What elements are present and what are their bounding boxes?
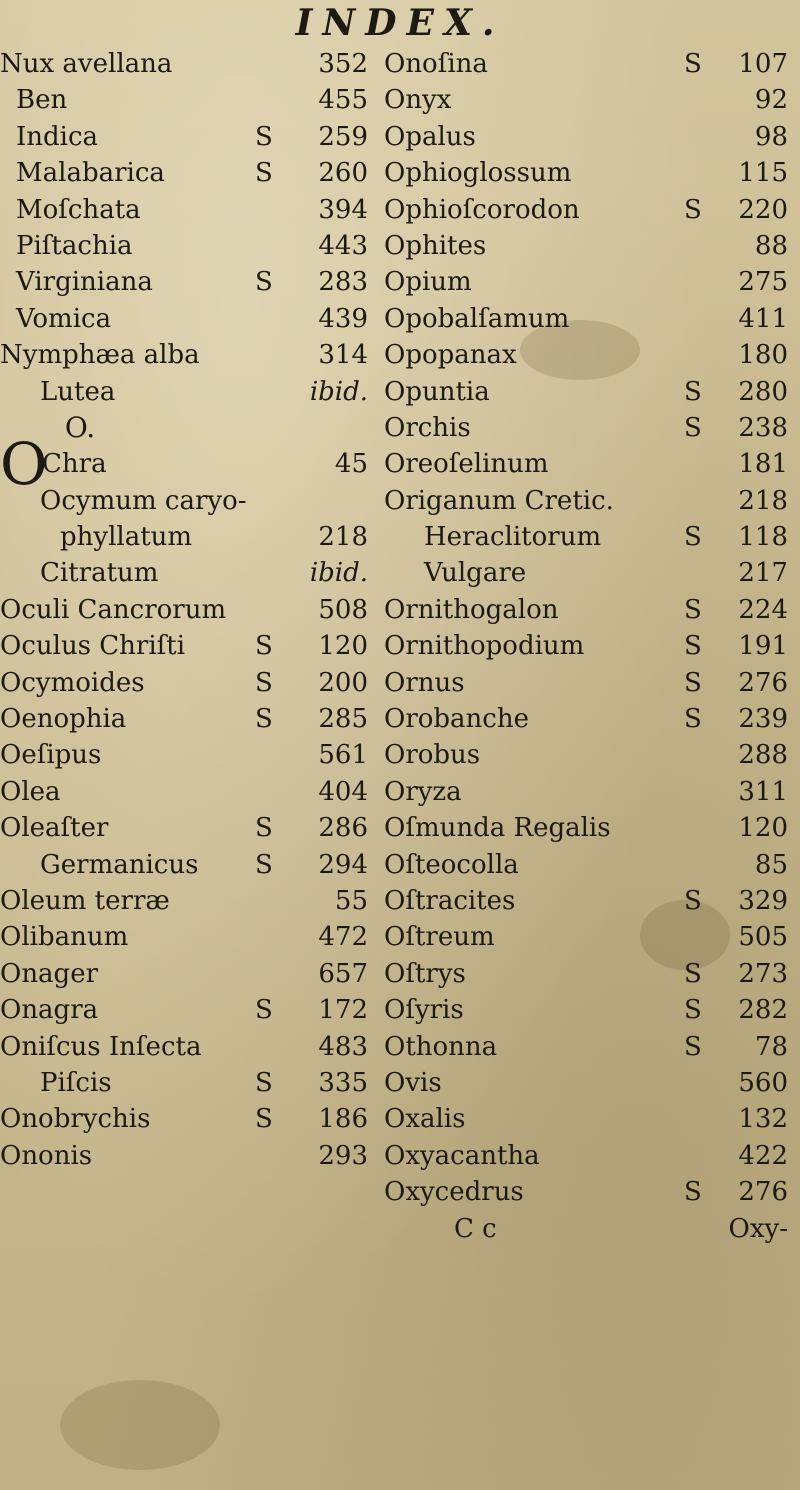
index-entry xyxy=(0,737,380,773)
index-entry xyxy=(0,228,380,264)
entry-name: Orchis xyxy=(384,412,471,443)
index-entry xyxy=(0,883,380,919)
entry-page: 276 xyxy=(738,1177,788,1208)
index-entry xyxy=(384,337,800,373)
entry-name: phyllatum xyxy=(60,522,193,553)
index-entry xyxy=(384,737,800,773)
entry-name: Citratum xyxy=(40,558,159,589)
entry-page: 288 xyxy=(738,740,788,771)
entry-name: Vomica xyxy=(16,303,112,334)
section-letter: O. xyxy=(64,410,96,444)
entry-mark: S xyxy=(684,885,702,916)
entry-name: Olea xyxy=(0,776,61,807)
index-entry xyxy=(384,810,800,846)
entry-name: Vulgare xyxy=(424,558,527,589)
index-entry xyxy=(0,264,380,300)
entry-mark: S xyxy=(684,1031,702,1062)
entry-mark: S xyxy=(684,376,702,407)
entry-name: Oreoſelinum xyxy=(384,449,549,480)
index-entry xyxy=(0,919,380,955)
entry-mark: S xyxy=(255,813,273,844)
index-entry xyxy=(0,701,380,737)
entry-name: Ocymum caryo- xyxy=(40,485,247,516)
entry-name: Onoſina xyxy=(384,49,488,79)
entry-name: Opium xyxy=(384,267,472,298)
entry-page: 294 xyxy=(318,849,368,880)
entry-page: 107 xyxy=(738,49,788,79)
entry-mark: S xyxy=(255,667,273,698)
entry-page: 172 xyxy=(318,995,368,1026)
entry-page: 273 xyxy=(738,958,788,989)
entry-page: 352 xyxy=(318,49,368,79)
entry-page: 180 xyxy=(738,340,788,371)
page-header: INDEX. xyxy=(295,2,505,44)
entry-page: 260 xyxy=(318,158,368,189)
entry-mark: S xyxy=(684,958,702,989)
entry-page: 443 xyxy=(318,230,368,261)
entry-name: Ocymoides xyxy=(0,667,145,698)
index-entry xyxy=(0,956,380,992)
index-entry xyxy=(384,1065,800,1101)
index-entry xyxy=(0,592,380,628)
entry-name: Oxyacantha xyxy=(384,1140,540,1171)
entry-page: 335 xyxy=(318,1067,368,1098)
entry-page: 239 xyxy=(738,704,788,735)
entry-mark: S xyxy=(255,121,273,152)
entry-name: Opuntia xyxy=(384,376,490,407)
entry-page: 218 xyxy=(738,485,788,516)
entry-name: Oſtreum xyxy=(384,922,495,953)
index-entry xyxy=(384,374,800,410)
entry-name: Origanum Cretic. xyxy=(384,485,614,516)
index-entry xyxy=(0,119,380,155)
entry-page: 455 xyxy=(318,85,368,116)
entry-mark: S xyxy=(684,522,702,553)
entry-name: Chra xyxy=(42,449,107,480)
index-entry xyxy=(0,374,380,410)
entry-name: Orobus xyxy=(384,740,481,771)
index-entry xyxy=(0,555,380,591)
entry-mark: S xyxy=(255,267,273,298)
entry-name: Ornus xyxy=(384,667,465,698)
entry-name: Olibanum xyxy=(0,922,129,953)
index-entry xyxy=(0,82,380,118)
entry-page: 276 xyxy=(738,667,788,698)
index-entry xyxy=(384,446,800,482)
entry-name: Moſchata xyxy=(16,194,141,225)
entry-mark: S xyxy=(255,995,273,1026)
entry-mark: S xyxy=(684,667,702,698)
entry-name: Piſcis xyxy=(40,1067,112,1098)
entry-name: Oxalis xyxy=(384,1104,466,1135)
entry-name: Germanicus xyxy=(40,849,199,880)
entry-page: 55 xyxy=(334,885,368,916)
entry-name: Oculi Cancrorum xyxy=(0,594,227,625)
index-entry xyxy=(0,519,380,555)
index-entry xyxy=(384,519,800,555)
index-entry xyxy=(384,919,800,955)
entry-name: Oſtracites xyxy=(384,885,516,916)
entry-name: Opopanax xyxy=(384,340,517,371)
index-entry xyxy=(0,1029,380,1065)
index-entry xyxy=(384,301,800,337)
entry-name: Ononis xyxy=(0,1140,93,1171)
index-entry xyxy=(0,192,380,228)
index-entry xyxy=(0,665,380,701)
entry-page: 422 xyxy=(738,1140,788,1171)
entry-mark: S xyxy=(255,1067,273,1098)
entry-name: Ophites xyxy=(384,230,487,261)
index-entry xyxy=(0,483,380,519)
entry-name: Opalus xyxy=(384,121,476,152)
entry-name: Othonna xyxy=(384,1031,498,1062)
entry-page: 45 xyxy=(334,449,368,480)
entry-name: Nux avellana xyxy=(0,49,173,79)
entry-mark: S xyxy=(684,594,702,625)
index-entry xyxy=(0,847,380,883)
entry-name: Ornithopodium xyxy=(384,631,585,662)
entry-name: Ovis xyxy=(384,1067,442,1098)
entry-mark: S xyxy=(255,1104,273,1135)
signature-mark: C c xyxy=(454,1213,497,1244)
entry-page: 98 xyxy=(754,121,788,152)
right-column xyxy=(384,46,800,1247)
index-entry xyxy=(384,410,800,446)
index-entry xyxy=(384,701,800,737)
entry-name: Ornithogalon xyxy=(384,594,559,625)
entry-page: 404 xyxy=(318,776,368,807)
index-entry xyxy=(384,592,800,628)
entry-mark: S xyxy=(684,704,702,735)
entry-page: 120 xyxy=(738,813,788,844)
entry-page: 217 xyxy=(738,558,788,589)
entry-name: Oleum terræ xyxy=(0,885,170,916)
entry-page: 275 xyxy=(738,267,788,298)
entry-page: 314 xyxy=(318,340,368,371)
entry-mark: S xyxy=(255,704,273,735)
catchword: Oxy- xyxy=(728,1213,788,1244)
index-entry xyxy=(384,555,800,591)
index-entry xyxy=(384,483,800,519)
entry-page: 280 xyxy=(738,376,788,407)
entry-name: Onobrychis xyxy=(0,1104,151,1135)
entry-page: 181 xyxy=(738,449,788,480)
entry-name: Oſyris xyxy=(384,995,464,1026)
entry-page: 120 xyxy=(318,631,368,662)
entry-mark: S xyxy=(255,631,273,662)
index-entry xyxy=(384,665,800,701)
entry-page: 483 xyxy=(318,1031,368,1062)
index-entry xyxy=(0,430,380,499)
entry-page: 560 xyxy=(738,1067,788,1098)
entry-page: 78 xyxy=(754,1031,788,1062)
entry-name: Oſmunda Regalis xyxy=(384,813,611,844)
index-entry xyxy=(384,264,800,300)
entry-mark: S xyxy=(684,194,702,225)
index-entry xyxy=(0,155,380,191)
entry-page: 132 xyxy=(738,1104,788,1135)
entry-name: Onager xyxy=(0,958,99,989)
index-entry xyxy=(384,883,800,919)
entry-name: Nymphæa alba xyxy=(0,340,200,371)
entry-name: Heraclitorum xyxy=(424,522,602,553)
entry-name: Onyx xyxy=(384,85,452,116)
entry-name: Malabarica xyxy=(16,158,165,189)
entry-name: Oeſipus xyxy=(0,740,102,771)
entry-mark: S xyxy=(684,631,702,662)
index-entry xyxy=(384,847,800,883)
index-entry xyxy=(384,228,800,264)
entry-mark: S xyxy=(684,49,702,79)
entry-page: 508 xyxy=(318,594,368,625)
entry-name: Oryza xyxy=(384,776,462,807)
index-entry xyxy=(384,1101,800,1137)
entry-page: 282 xyxy=(738,995,788,1026)
entry-page: 311 xyxy=(738,776,788,807)
index-entry xyxy=(384,192,800,228)
index-entry xyxy=(0,1138,380,1174)
entry-name: Oniſcus Inſecta xyxy=(0,1031,202,1062)
entry-page: 115 xyxy=(738,158,788,189)
entry-name: Oſtrys xyxy=(384,958,466,989)
entry-page: 88 xyxy=(754,230,788,261)
index-entry xyxy=(384,1174,800,1210)
index-entry xyxy=(0,628,380,664)
entry-name: Ophioſcorodon xyxy=(384,194,580,225)
entry-mark: S xyxy=(684,412,702,443)
entry-page: 218 xyxy=(318,522,368,553)
entry-page: 85 xyxy=(754,849,788,880)
entry-page: 285 xyxy=(318,704,368,735)
entry-page: 191 xyxy=(738,631,788,662)
entry-name: Oxycedrus xyxy=(384,1177,524,1208)
index-entry xyxy=(0,337,380,373)
index-entry xyxy=(0,992,380,1028)
index-entry xyxy=(384,992,800,1028)
entry-page: 472 xyxy=(318,922,368,953)
footer-line xyxy=(384,1211,800,1247)
entry-page: 283 xyxy=(318,267,368,298)
index-entry xyxy=(384,1138,800,1174)
index-entry xyxy=(384,82,800,118)
entry-name: Oleaſter xyxy=(0,813,109,844)
entry-page: 220 xyxy=(738,194,788,225)
entry-mark: S xyxy=(684,995,702,1026)
index-entry xyxy=(0,1065,380,1101)
entry-page: 394 xyxy=(318,194,368,225)
left-column xyxy=(0,46,380,1174)
entry-page: 186 xyxy=(318,1104,368,1135)
drop-cap: O xyxy=(0,430,48,499)
index-entry xyxy=(0,1101,380,1137)
entry-page: 439 xyxy=(318,303,368,334)
entry-page: 259 xyxy=(318,121,368,152)
index-entry xyxy=(384,956,800,992)
entry-mark: S xyxy=(684,1177,702,1208)
entry-page: 657 xyxy=(318,958,368,989)
entry-name: Onagra xyxy=(0,995,99,1026)
entry-page: 224 xyxy=(738,594,788,625)
index-entry xyxy=(384,628,800,664)
entry-page: 92 xyxy=(754,85,788,116)
entry-page: 286 xyxy=(318,813,368,844)
index-entry xyxy=(0,46,380,82)
entry-page: ibid. xyxy=(309,558,368,589)
entry-name: Ophioglossum xyxy=(384,158,572,189)
index-entry xyxy=(384,119,800,155)
entry-mark: S xyxy=(255,158,273,189)
entry-page: 329 xyxy=(738,885,788,916)
index-entry xyxy=(384,774,800,810)
entry-name: Oculus Chriſti xyxy=(0,631,186,662)
entry-page: 411 xyxy=(738,303,788,334)
entry-name: Lutea xyxy=(40,376,116,407)
entry-page: 238 xyxy=(738,412,788,443)
entry-name: Opobalſamum xyxy=(384,303,570,334)
entry-page: 505 xyxy=(738,922,788,953)
entry-page: 200 xyxy=(318,667,368,698)
index-entry xyxy=(384,46,800,82)
entry-name: Ben xyxy=(16,85,68,116)
index-entry xyxy=(0,774,380,810)
entry-page: 293 xyxy=(318,1140,368,1171)
entry-name: Indica xyxy=(16,121,99,152)
entry-page: 561 xyxy=(318,740,368,771)
entry-name: Virginiana xyxy=(16,267,153,298)
entry-name: Orobanche xyxy=(384,704,529,735)
index-entry xyxy=(384,1029,800,1065)
entry-name: Piſtachia xyxy=(16,230,133,261)
entry-page: ibid. xyxy=(309,376,368,407)
index-entry xyxy=(384,155,800,191)
entry-name: Oſteocolla xyxy=(384,849,519,880)
index-entry xyxy=(0,301,380,337)
entry-name: Oenophia xyxy=(0,704,127,735)
entry-mark: S xyxy=(255,849,273,880)
entry-page: 118 xyxy=(738,522,788,553)
index-entry xyxy=(0,810,380,846)
